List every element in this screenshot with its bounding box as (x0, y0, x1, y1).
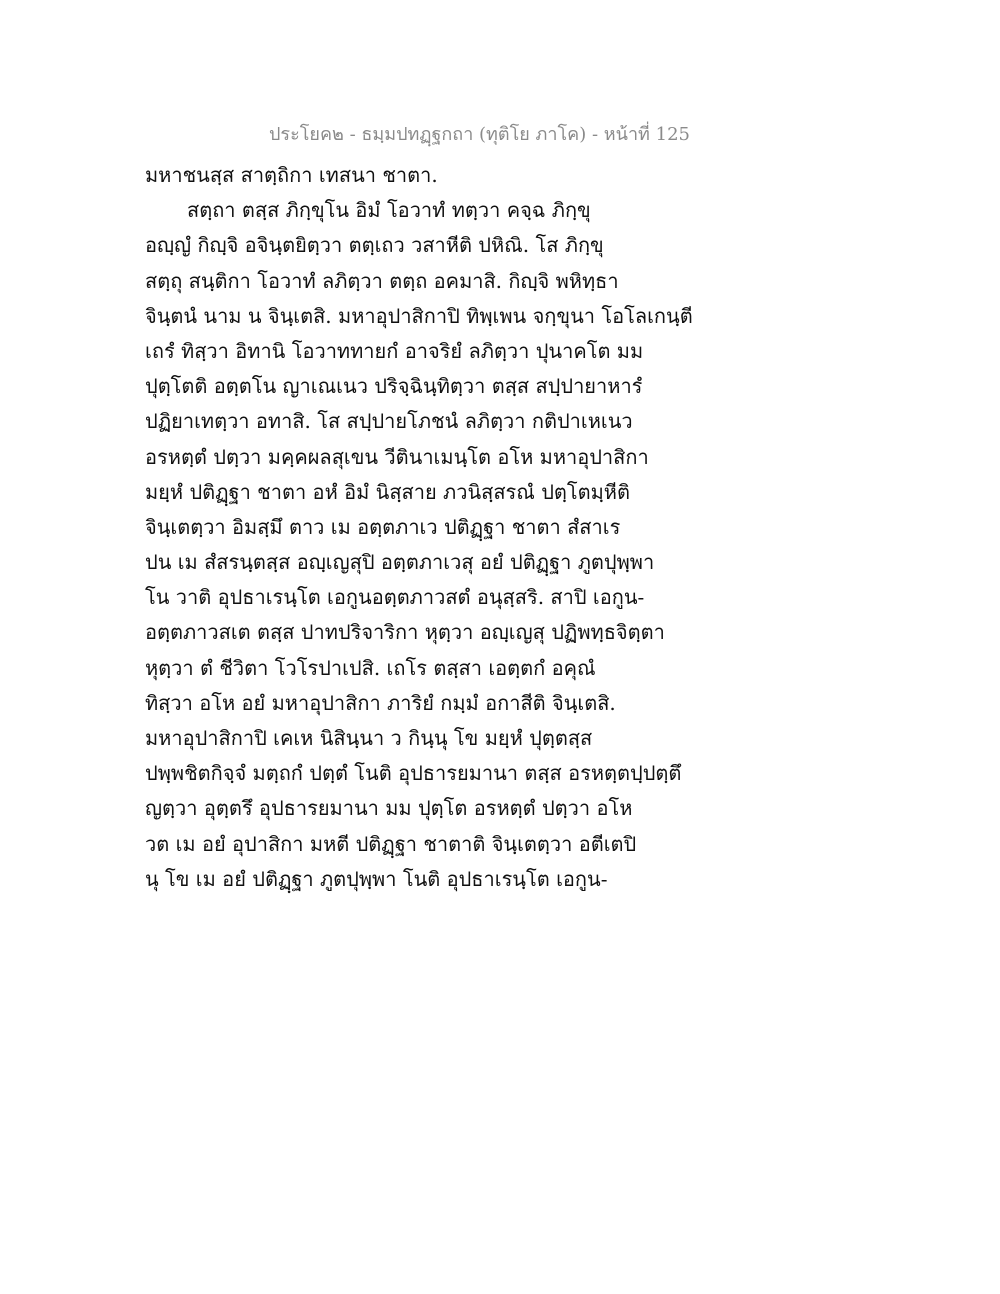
text-line: หุตฺวา ตํ ชีวิตา โวโรปาเปสิ. เถโร ตสฺสา เอตฺตกํ อคุณํ (145, 655, 596, 680)
text-line: สตฺถา ตสฺส ภิกฺขุโน อิมํ โอวาทํ ทตฺวา คจฺฉ ภิกฺขุ (187, 198, 591, 223)
text-line: มยฺหํ ปติฏฺฐา ชาตา อหํ อิมํ นิสฺสาย ภวนิสฺสรณํ ปตฺโตมฺหีติ (145, 479, 630, 504)
text-line: ปุตฺโตติ อตฺตโน ญาเณเนว ปริจฺฉินฺทิตฺวา ตสฺส สปฺปายาหารํ (145, 374, 643, 399)
running-header: ประโยค๒ - ธมฺมปทฏฺฐกถา (ทุติโย ภาโค) - หน้าที่ 125 (268, 124, 690, 145)
text-line: นุ โข เม อยํ ปติฏฺฐา ภูตปุพฺพา โนติ อุปธาเรนฺโต เอกูน- (145, 866, 608, 891)
text-line: อรหตฺตํ ปตฺวา มคฺคผลสุเขน วีตินาเมนฺโต อโห มหาอุปาสิกา (145, 444, 649, 469)
text-line: ปน เม สํสรนฺตสฺส อญฺเญสุปิ อตฺตภาเวสุ อยํ ปติฏฺฐา ภูตปุพฺพา (145, 550, 655, 575)
text-line: มหาชนสฺส สาตฺถิกา เทสนา ชาตา. (145, 163, 438, 187)
text-line: มหาอุปาสิกาปิ เคเห นิสินฺนา ว กินฺนุ โข มยฺหํ ปุตฺตสฺส (145, 726, 593, 750)
text-line: สตฺถุ สนฺติกา โอวาทํ ลภิตฺวา ตตฺถ อคมาสิ. กิญฺจิ พหิทฺธา (145, 268, 619, 293)
text-line: ญตฺวา อุตฺตรึ อุปธารยมานา มม ปุตฺโต อรหตฺตํ ปตฺวา อโห (145, 796, 633, 821)
text-line: เถรํ ทิสฺวา อิทานิ โอวาททายกํ อาจริยํ ลภิตฺวา ปุนาคโต มม (145, 338, 644, 363)
text-line: ปฏิยาเทตฺวา อทาสิ. โส สปฺปายโภชนํ ลภิตฺวา กติปาเหเนว (145, 409, 633, 434)
text-line: อตฺตภาวสเต ตสฺส ปาทปริจาริกา หุตฺวา อญฺเญสุ ปฏิพทฺธจิตฺตา (145, 620, 665, 645)
text-line: จินฺตนํ นาม น จินฺเตสิ. มหาอุปาสิกาปิ ทิพฺเพน จกฺขุนา โอโลเกนฺตี (145, 303, 693, 328)
body-text (145, 158, 705, 897)
text-line: จินฺเตตฺวา อิมสฺมึ ตาว เม อตฺตภาเว ปติฏฺฐา ชาตา สํสาเร (145, 514, 621, 539)
text-line: อญฺญํ กิญฺจิ อจินฺตยิตฺวา ตตฺเถว วสาหีติ ปหิณิ. โส ภิกฺขุ (145, 233, 604, 258)
text-line: โน วาติ อุปธาเรนฺโต เอกูนอตฺตภาวสตํ อนุสฺสริ. สาปิ เอกูน- (145, 585, 645, 610)
text-line: ทิสฺวา อโห อยํ มหาอุปาสิกา ภาริยํ กมฺมํ อกาสีติ จินฺเตสิ. (145, 690, 616, 715)
text-line: วต เม อยํ อุปาสิกา มหตี ปติฏฺฐา ชาตาติ จินฺเตตฺวา อตีเตปิ (145, 831, 637, 856)
text-line: ปพฺพชิตกิจฺจํ มตฺถกํ ปตฺตํ โนติ อุปธารยมานา ตสฺส อรหตฺตปฺปตฺตึ (145, 761, 682, 786)
